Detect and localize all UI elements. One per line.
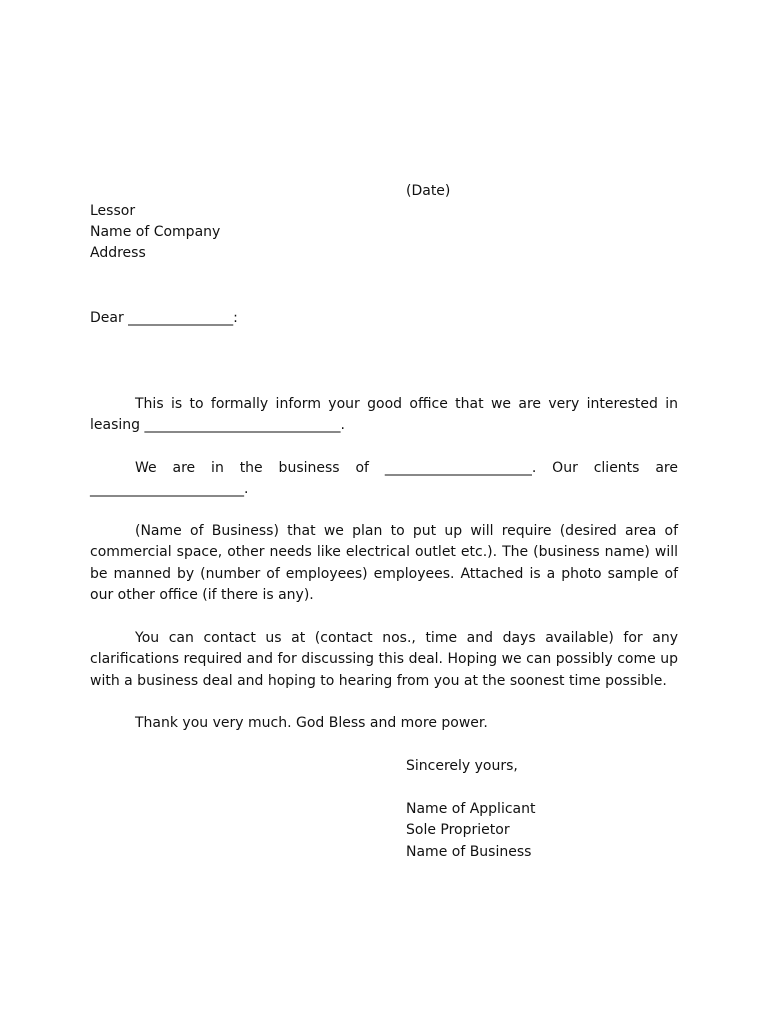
signature-block: [406, 799, 535, 863]
paragraph-business-clients-text: We are in the business of _____________________. Our clients are ______________________.: [90, 460, 678, 498]
signature-title: Sole Proprietor: [406, 822, 510, 839]
signature-applicant: Name of Applicant: [406, 801, 536, 817]
recipient-address: Address: [90, 245, 146, 261]
paragraph-business-requirements-text: (Name of Business) that we plan to put up will require (desired area of commercial space, other needs like electrical outlet etc.). The (business name) will be manned by (number of employees) employees. Attached is a photo sample of our other office (if there is any).: [90, 523, 678, 603]
paragraph-business-requirements: [90, 521, 678, 606]
paragraph-thanks-text: Thank you very much. God Bless and more power.: [135, 715, 488, 731]
paragraph-thanks: [90, 713, 678, 734]
paragraph-contact-info: [90, 628, 678, 692]
paragraph-leasing-interest-text: This is to formally inform your good office that we are very interested in leasing ____________________________.: [90, 396, 678, 434]
recipient-lessor: Lessor: [90, 203, 136, 219]
recipient-company: Name of Company: [90, 224, 221, 240]
closing-line: Sincerely yours,: [406, 758, 518, 774]
paragraph-business-clients: [90, 458, 678, 501]
paragraph-leasing-interest: [90, 394, 678, 437]
recipient-address-block: [90, 201, 220, 264]
paragraph-contact-info-text: You can contact us at (contact nos., time and days available) for any clarifications required and for discussing this deal. Hoping we can possibly come up with a business deal and hoping to hearing from you at the soonest time possible.: [90, 630, 678, 689]
letter-date: (Date): [406, 183, 451, 199]
signature-business: Name of Business: [406, 843, 532, 860]
salutation: Dear _______________:: [90, 310, 238, 326]
